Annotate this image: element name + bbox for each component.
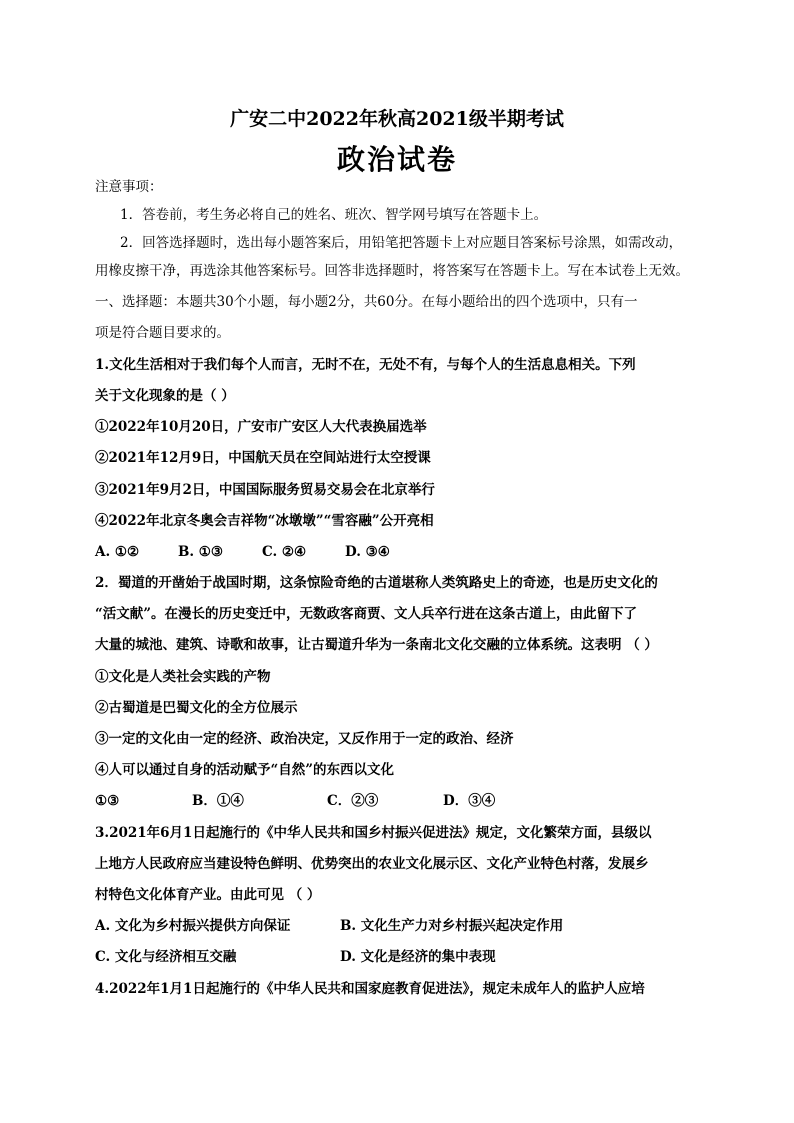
q3-stem-line-3: 村特色文化体育产业。由此可见 （ ）: [95, 887, 321, 903]
q1-option-c: C. ②④: [262, 544, 307, 560]
exam-title: 广安二中2022年秋高2021级半期考试: [230, 108, 564, 130]
section-instruction-line-1: 一、选择题：本题共30个小题，每小题2分，共60分。在每小题给出的四个选项中，只有一: [95, 294, 638, 310]
q4-stem-line-1: 4.2022年1月1日起施行的《中华人民共和国家庭教育促进法》，规定未成年人的监护人应培: [95, 981, 645, 997]
q1-option-a: A. ①②: [95, 544, 140, 560]
q2-option-c: C．②③: [327, 793, 379, 809]
q3-option-a: A. 文化为乡村振兴提供方向保证: [95, 918, 291, 934]
q2-option-d: D．③④: [443, 793, 496, 809]
section-instruction-line-2: 项是符合题目要求的。: [95, 325, 230, 341]
exam-subject-title: 政治试卷: [336, 143, 457, 176]
q2-statement-4: ④人可以通过自身的活动赋予“自然”的东西以文化: [95, 762, 395, 778]
notice-item-2-line-2: 用橡皮擦干净，再选涂其他答案标号。回答非选择题时，将答案写在答题卡上。写在本试卷上无效。: [95, 263, 689, 279]
q3-option-b: B. 文化生产力对乡村振兴起决定作用: [340, 918, 564, 934]
q2-stem-line-3: 大量的城池、建筑、诗歌和故事，让古蜀道升华为一条南北文化交融的立体系统。这表明 （ ）: [95, 637, 658, 653]
q2-statement-2: ②古蜀道是巴蜀文化的全方位展示: [95, 700, 298, 716]
q2-option-a: ①③: [95, 793, 120, 809]
q1-statement-2: ②2021年12月9日，中国航天员在空间站进行太空授课: [95, 450, 431, 466]
q1-statement-1: ①2022年10月20日，广安市广安区人大代表换届选举: [95, 419, 427, 435]
q1-statement-4: ④2022年北京冬奥会吉祥物“冰墩墩”“雪容融”公开亮相: [95, 513, 434, 529]
q1-statement-3: ③2021年9月2日，中国国际服务贸易交易会在北京举行: [95, 482, 435, 498]
q1-option-d: D. ③④: [345, 544, 390, 560]
q2-stem-line-2: “活文献”。在漫长的历史变迁中，无数政客商贾、文人兵卒行进在这条古道上，由此留下了: [95, 606, 638, 622]
q2-statement-3: ③一定的文化由一定的经济、政治决定，又反作用于一定的政治、经济: [95, 731, 514, 747]
q1-option-b: B. ①③: [178, 544, 224, 560]
notice-item-1: 1．答卷前，考生务必将自己的姓名、班次、智学网号填写在答题卡上。: [120, 207, 548, 223]
notice-heading: 注意事项：: [95, 179, 163, 195]
q1-stem-line-1: 1.文化生活相对于我们每个人而言，无时不在，无处不有，与每个人的生活息息相关。下列: [95, 357, 636, 373]
q3-stem-line-2: 上地方人民政府应当建设特色鲜明、优势突出的农业文化展示区、文化产业特色村落，发展乡: [95, 856, 649, 872]
q1-stem-line-2: 关于文化现象的是（ ）: [95, 388, 235, 404]
q3-option-d: D. 文化是经济的集中表现: [340, 949, 496, 965]
q3-stem-line-1: 3.2021年6月1日起施行的《中华人民共和国乡村振兴促进法》规定，文化繁荣方面，县级以: [95, 825, 652, 841]
q2-stem-line-1: 2．蜀道的开凿始于战国时期，这条惊险奇绝的古道堪称人类筑路史上的奇迹，也是历史文化的: [95, 575, 658, 591]
notice-item-2-line-1: 2．回答选择题时，选出每小题答案后，用铅笔把答题卡上对应题目答案标号涂黑，如需改动，: [120, 235, 683, 251]
q3-option-c: C. 文化与经济相互交融: [95, 949, 237, 965]
q2-option-b: B．①④: [192, 793, 244, 809]
q2-statement-1: ①文化是人类社会实践的产物: [95, 669, 271, 685]
